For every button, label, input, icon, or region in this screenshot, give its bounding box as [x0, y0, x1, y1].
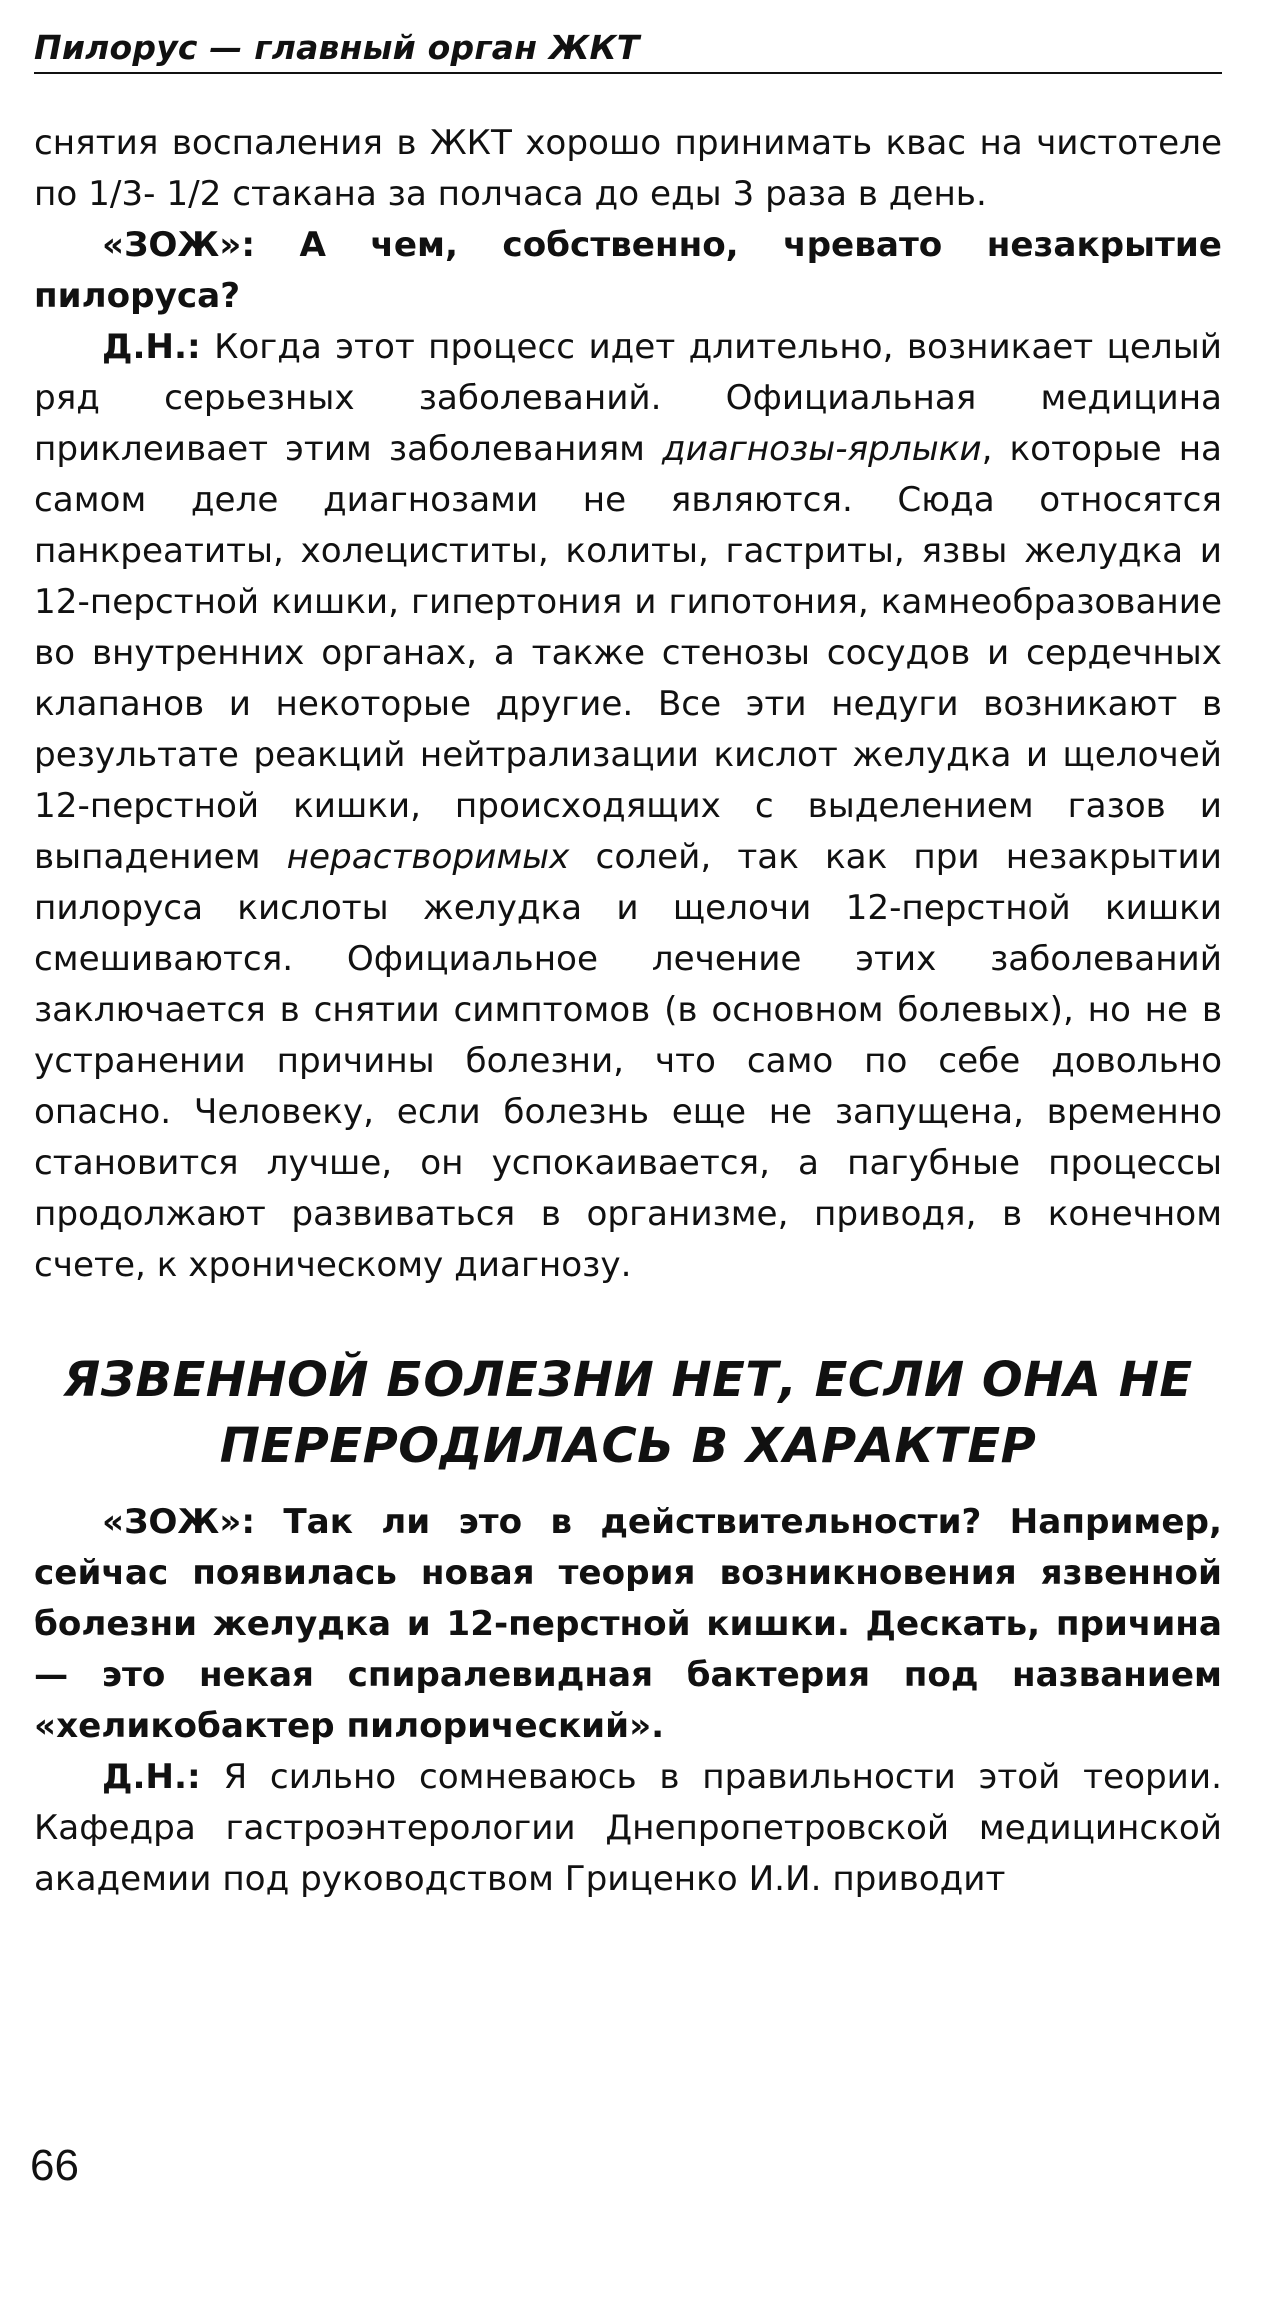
section-heading-line-2: ПЕРЕРОДИЛАСЬ В ХАРАКТЕР [219, 1418, 1037, 1474]
section-heading [34, 1347, 1222, 1479]
answer-text-part-c: солей, так как при незакрытии пилоруса кислоты желудка и щелочи 12-перстной кишки смешиваются. Официальное лечение этих заболеваний заключается в снятии симптомов (в основном болевых), но не в устранении причины болезни, что само по себе довольно опасно. Человеку, если болезнь еще не запущена, временно становится лучше, он успокаивается, а пагубные процессы продолжают развиваться в организме, приводя, в конечном счете, к хроническому диагнозу. [34, 837, 1222, 1285]
running-head: Пилорус — главный орган ЖКТ [34, 26, 1222, 74]
answer-text-part-b: , которые на самом деле диагнозами не являются. Сюда относятся панкреатиты, холециститы, колиты, гастриты, язвы желудка и 12-перстной кишки, гипертония и гипотония, камнеобразование во внутренних органах, а также стенозы сосудов и сердечных клапанов и некоторые другие. Все эти недуги возникают в результате реакций нейтрализации кислот желудка и щелочей 12-перстной кишки, происходящих с выделением газов и выпадением [34, 429, 1223, 877]
emphasis-insoluble: нерастворимых [286, 837, 570, 877]
question-paragraph-2: «ЗОЖ»: Так ли это в действительности? Например, сейчас появилась новая теория возникновения язвенной болезни желудка и 12-перстной кишки. Дескать, причина — это некая спиралевидная бактерия под названием «хеликобактер пилорический». [34, 1502, 1222, 1746]
paragraph-continuation: снятия воспаления в ЖКТ хорошо принимать квас на чистотеле по 1/3- 1/2 стакана за полчаса до еды 3 раза в день. [34, 123, 1222, 214]
body-text [34, 118, 1222, 1291]
answer-paragraph-1 [34, 322, 1222, 1291]
answer-text-2: Я сильно сомневаюсь в правильности этой теории. Кафедра гастроэнтерологии Днепропетровской медицинской академии под руководством Гриценко И.И. приводит [34, 1757, 1222, 1899]
answer-paragraph-2 [34, 1752, 1222, 1905]
book-page [34, 26, 1222, 1905]
body-text-2 [34, 1497, 1222, 1905]
answer-text-part-a: Когда этот процесс идет длительно, возникает целый ряд серьезных заболеваний. Официальная медицина приклеивает этим заболеваниям [34, 327, 1222, 469]
speaker-label: Д.Н.: [102, 327, 201, 367]
question-paragraph-1: «ЗОЖ»: А чем, собственно, чревато незакрытие пилоруса? [34, 225, 1222, 316]
emphasis-diagnoses-labels: диагнозы-ярлыки [662, 429, 982, 469]
section-heading-line-1: ЯЗВЕННОЙ БОЛЕЗНИ НЕТ, ЕСЛИ ОНА НЕ [63, 1352, 1193, 1408]
page-number: 66 [30, 2141, 79, 2190]
speaker-label-2: Д.Н.: [102, 1757, 201, 1797]
